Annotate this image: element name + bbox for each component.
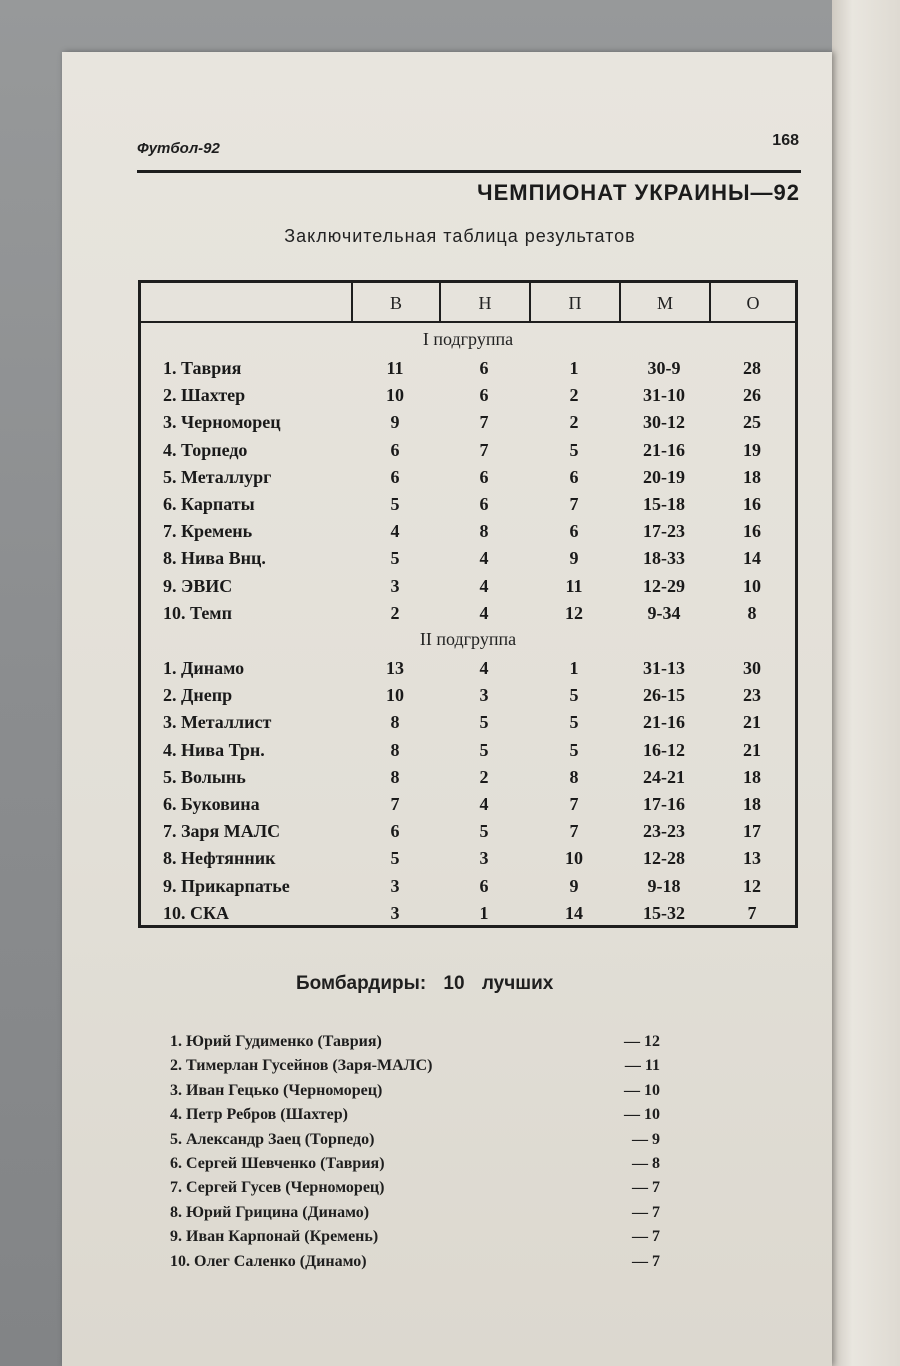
cell-goals: 20-19: [643, 466, 685, 487]
table-row: [141, 437, 795, 464]
cell-points: 23: [743, 685, 761, 706]
cell-losses: 7: [569, 821, 579, 842]
table-row: [141, 873, 795, 900]
cell-wins: 8: [390, 739, 400, 760]
table-row: [141, 682, 795, 709]
cell-draws: 5: [479, 821, 489, 842]
table-row: [141, 655, 795, 682]
cell-losses: 7: [569, 494, 579, 514]
cell-points: 18: [743, 466, 761, 487]
cell-goals: 12-29: [643, 575, 685, 596]
cell-wins: 3: [390, 902, 400, 923]
scorer-item: [170, 1030, 660, 1054]
scorers-title: Бомбардиры: 10 лучших: [296, 973, 554, 994]
scorer-goals: — 10: [624, 1106, 660, 1124]
cell-losses: 6: [569, 466, 579, 487]
cell-points: 18: [743, 766, 761, 787]
cell-losses: 5: [569, 739, 579, 760]
cell-draws: 6: [479, 466, 489, 487]
cell-losses: 1: [569, 658, 579, 678]
cell-losses: 6: [569, 521, 579, 542]
cell-team: 8. Нефтянник: [163, 848, 276, 869]
scorer-item: [170, 1201, 660, 1225]
table-row: [141, 818, 795, 845]
cell-team: 1. Динамо: [163, 658, 245, 678]
cell-points: 26: [743, 385, 761, 406]
standings-table: [138, 280, 798, 928]
scorer-goals: — 7: [632, 1252, 660, 1270]
cell-team: 10. Темп: [163, 602, 232, 623]
cell-team: 5. Металлург: [163, 466, 272, 487]
table-row: [141, 791, 795, 818]
column-header-draws: Н: [439, 283, 529, 321]
scorer-name: 8. Юрий Грицина (Динамо): [170, 1203, 370, 1221]
cell-losses: 2: [569, 385, 579, 406]
column-header-losses: П: [529, 283, 619, 321]
cell-points: 21: [743, 712, 761, 733]
scorer-name: 1. Юрий Гудименко (Таврия): [170, 1033, 382, 1050]
cell-goals: 18-33: [643, 548, 685, 569]
cell-team: 9. Прикарпатье: [163, 875, 290, 896]
cell-team: 3. Черноморец: [163, 412, 281, 433]
cell-goals: 30-9: [647, 358, 681, 378]
cell-goals: 17-23: [643, 521, 685, 542]
cell-points: 7: [747, 902, 757, 923]
scorer-item: [170, 1079, 660, 1103]
scorer-name: 2. Тимерлан Гусейнов (Заря-МАЛС): [170, 1057, 433, 1075]
scorer-name: 7. Сергей Гусев (Черноморец): [170, 1179, 385, 1197]
cell-losses: 8: [569, 766, 579, 787]
cell-losses: 5: [569, 439, 579, 460]
cell-losses: 10: [565, 848, 583, 869]
cell-goals: 9-18: [647, 875, 681, 896]
cell-team: 5. Волынь: [163, 766, 246, 787]
column-header-wins: В: [351, 283, 439, 321]
cell-team: 2. Шахтер: [163, 385, 246, 406]
table-row: [141, 764, 795, 791]
cell-points: 14: [743, 548, 761, 569]
table-subtitle: Заключительная таблица результатов: [284, 226, 636, 246]
cell-wins: 3: [390, 875, 400, 896]
cell-draws: 4: [479, 602, 489, 623]
scorer-name: 3. Иван Гецько (Черноморец): [170, 1081, 383, 1099]
cell-wins: 6: [390, 466, 400, 487]
championship-title: ЧЕМПИОНАТ УКРАИНЫ—92: [477, 180, 800, 205]
cell-team: 7. Заря МАЛС: [163, 821, 281, 842]
cell-team: 3. Металлист: [163, 712, 272, 733]
cell-wins: 5: [390, 848, 400, 869]
cell-points: 18: [743, 794, 761, 814]
cell-wins: 4: [390, 521, 400, 542]
book-title: Футбол-92: [137, 140, 220, 157]
cell-draws: 4: [479, 575, 489, 596]
cell-draws: 7: [479, 412, 489, 433]
scorer-name: 4. Петр Ребров (Шахтер): [170, 1106, 348, 1124]
adjacent-page-edge: [832, 0, 900, 1366]
cell-points: 10: [743, 575, 761, 596]
cell-wins: 8: [390, 712, 400, 733]
scorer-name: 6. Сергей Шевченко (Таврия): [170, 1155, 385, 1172]
table-row: [141, 545, 795, 572]
cell-team: 1. Таврия: [163, 358, 242, 378]
cell-goals: 30-12: [643, 412, 685, 433]
cell-draws: 8: [479, 521, 489, 542]
scorer-item: [170, 1225, 660, 1249]
cell-wins: 13: [386, 658, 404, 678]
cell-team: 9. ЭВИС: [163, 575, 233, 596]
cell-wins: 11: [386, 358, 404, 378]
scorer-goals: — 10: [624, 1081, 660, 1099]
cell-draws: 3: [479, 848, 489, 869]
cell-draws: 5: [479, 712, 489, 733]
standings-header-row: [141, 283, 795, 323]
scorer-name: 9. Иван Карпонай (Кремень): [170, 1228, 379, 1246]
cell-wins: 5: [390, 494, 400, 514]
scorer-item: [170, 1128, 660, 1152]
cell-points: 16: [743, 494, 761, 514]
cell-points: 30: [743, 658, 761, 678]
cell-draws: 4: [479, 658, 489, 678]
table-row: [141, 409, 795, 436]
table-row: [141, 573, 795, 600]
scorer-goals: — 8: [632, 1155, 660, 1172]
cell-team: 4. Торпедо: [163, 439, 248, 460]
cell-team: 10. СКА: [163, 902, 230, 923]
scorer-item: [170, 1152, 660, 1176]
cell-points: 17: [743, 821, 761, 842]
cell-losses: 1: [569, 358, 579, 378]
cell-points: 21: [743, 739, 761, 760]
cell-team: 4. Нива Трн.: [163, 739, 265, 760]
cell-losses: 9: [569, 548, 579, 569]
cell-goals: 15-32: [643, 902, 685, 923]
cell-losses: 2: [569, 412, 579, 433]
scorer-item: [170, 1054, 660, 1078]
cell-team: 2. Днепр: [163, 685, 233, 706]
cell-points: 28: [743, 358, 761, 378]
cell-points: 16: [743, 521, 761, 542]
cell-draws: 6: [479, 494, 489, 514]
cell-goals: 31-10: [643, 385, 685, 406]
cell-losses: 9: [569, 875, 579, 896]
column-header-goals: М: [619, 283, 709, 321]
table-row: [141, 709, 795, 736]
cell-goals: 9-34: [647, 602, 681, 623]
running-header: [137, 132, 801, 173]
cell-points: 25: [743, 412, 761, 433]
cell-wins: 2: [390, 602, 400, 623]
cell-goals: 12-28: [643, 848, 685, 869]
scorer-goals: — 7: [632, 1228, 660, 1246]
cell-points: 13: [743, 848, 761, 869]
cell-draws: 1: [479, 902, 489, 923]
table-row: [141, 518, 795, 545]
cell-team: 7. Кремень: [163, 521, 253, 542]
cell-goals: 17-16: [643, 794, 685, 814]
cell-wins: 6: [390, 439, 400, 460]
cell-wins: 8: [390, 766, 400, 787]
cell-goals: 26-15: [643, 685, 685, 706]
cell-draws: 6: [479, 358, 489, 378]
table-row: [141, 491, 795, 518]
cell-team: 6. Буковина: [163, 794, 260, 814]
cell-wins: 7: [390, 794, 400, 814]
scorer-item: [170, 1176, 660, 1200]
scorer-item: [170, 1103, 660, 1127]
cell-goals: 23-23: [643, 821, 685, 842]
cell-points: 19: [743, 439, 761, 460]
cell-wins: 6: [390, 821, 400, 842]
group-title: II подгруппа: [419, 629, 517, 649]
scorer-item: [170, 1250, 660, 1274]
column-header-points: О: [709, 283, 795, 321]
table-row: [141, 464, 795, 491]
cell-goals: 31-13: [643, 658, 685, 678]
table-row: [141, 845, 795, 872]
cell-losses: 14: [565, 902, 583, 923]
cell-draws: 2: [479, 766, 489, 787]
cell-losses: 11: [565, 575, 583, 596]
scorer-goals: — 7: [632, 1203, 660, 1221]
scorer-goals: — 11: [624, 1057, 660, 1075]
cell-goals: 21-16: [643, 712, 685, 733]
cell-goals: 16-12: [643, 739, 685, 760]
cell-points: 12: [743, 875, 761, 896]
table-row: [141, 355, 795, 382]
cell-team: 8. Нива Внц.: [163, 548, 266, 569]
cell-losses: 5: [569, 712, 579, 733]
cell-draws: 3: [479, 685, 489, 706]
cell-points: 8: [747, 602, 757, 623]
table-row: [141, 737, 795, 764]
scorer-name: 10. Олег Саленко (Динамо): [170, 1252, 367, 1270]
cell-losses: 5: [569, 685, 579, 706]
cell-goals: 24-21: [643, 766, 685, 787]
cell-draws: 4: [479, 794, 489, 814]
scorer-goals: — 9: [632, 1130, 660, 1148]
cell-losses: 7: [569, 794, 579, 814]
table-row: [141, 900, 795, 927]
cell-draws: 5: [479, 739, 489, 760]
cell-wins: 5: [390, 548, 400, 569]
cell-losses: 12: [565, 602, 583, 623]
group-title: I подгруппа: [422, 329, 514, 349]
table-row: [141, 382, 795, 409]
cell-wins: 9: [390, 412, 400, 433]
cell-draws: 4: [479, 548, 489, 569]
cell-goals: 15-18: [643, 494, 685, 514]
cell-wins: 10: [386, 385, 404, 406]
cell-goals: 21-16: [643, 439, 685, 460]
scorer-goals: — 7: [632, 1179, 660, 1197]
scorer-name: 5. Александр Заец (Торпедо): [170, 1130, 375, 1148]
cell-team: 6. Карпаты: [163, 494, 255, 514]
page-number: 168: [772, 132, 799, 149]
table-row: [141, 600, 795, 627]
scorer-goals: — 12: [624, 1033, 660, 1050]
cell-draws: 6: [479, 875, 489, 896]
cell-wins: 3: [390, 575, 400, 596]
cell-wins: 10: [386, 685, 404, 706]
cell-draws: 7: [479, 439, 489, 460]
cell-draws: 6: [479, 385, 489, 406]
